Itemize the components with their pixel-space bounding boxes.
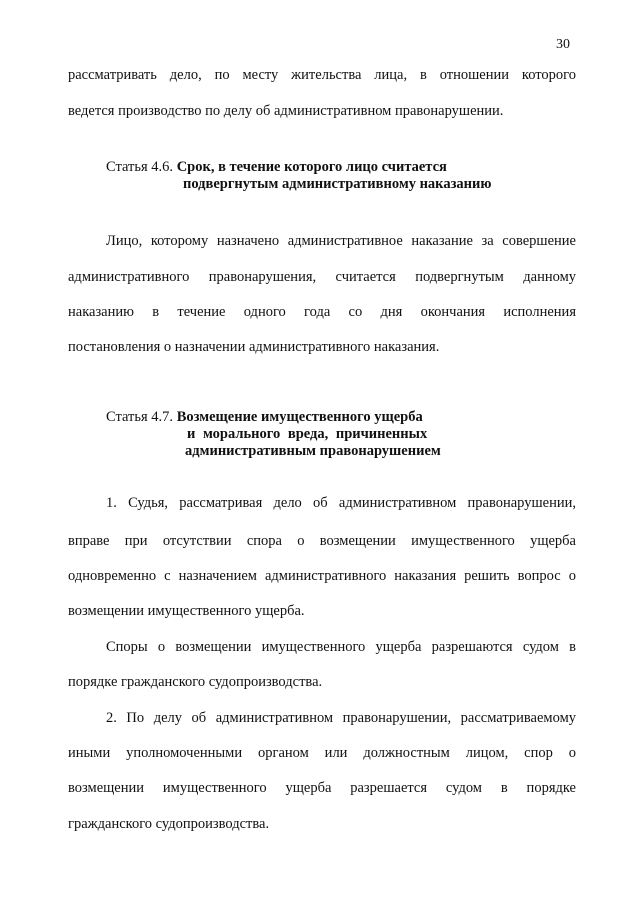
article-4-6-text-line-1: Лицо, которому назначено административное наказание за совершение: [106, 233, 576, 249]
article-4-7-title-line-3: административным правонарушением: [185, 443, 441, 459]
article-4-7-p3-line-4: гражданского судопроизводства.: [68, 816, 270, 832]
article-4-7-title-line-3-container: [185, 442, 441, 460]
page-number: 30: [556, 37, 570, 52]
article-4-6-text-line-4: постановления о назначении административного наказания.: [68, 339, 440, 355]
article-4-7-heading: [106, 408, 423, 426]
article-4-6-heading: [106, 158, 447, 176]
intro-line-2: ведется производство по делу об административном правонарушении.: [68, 103, 504, 119]
article-4-7-p1-line-4: возмещении имущественного ущерба.: [68, 603, 305, 619]
article-4-7-p3-line-3: возмещении имущественного ущерба разрешается судом в порядке: [68, 780, 576, 796]
article-4-6-prefix: Статья 4.6.: [106, 159, 174, 175]
article-4-7-p1-line-3: одновременно с назначением административного наказания решить вопрос о: [68, 568, 576, 584]
article-4-7-p2-line-1: Споры о возмещении имущественного ущерба разрешаются судом в: [106, 639, 576, 655]
article-4-7-prefix: Статья 4.7.: [106, 409, 174, 425]
article-4-7-p1-line-1: 1. Судья, рассматривая дело об административном правонарушении,: [106, 495, 576, 511]
article-4-6-text-line-2: административного правонарушения, считается подвергнутым данному: [68, 269, 576, 285]
article-4-6-title-line-2-container: [183, 175, 491, 193]
article-4-6-title-line-1: Срок, в течение которого лицо считается: [176, 159, 447, 175]
article-4-6-title-line-2: подвергнутым административному наказанию: [183, 176, 492, 192]
article-4-7-p3-line-1: 2. По делу об административном правонарушении, рассматриваемому: [106, 710, 576, 726]
article-4-7-p3-line-2: иными уполномоченными органом или должностным лицом, спор о: [68, 745, 576, 761]
article-4-7-p2-line-2: порядке гражданского судопроизводства.: [68, 674, 323, 690]
intro-line-1: рассматривать дело, по месту жительства лица, в отношении которого: [68, 67, 576, 83]
article-4-7-title-line-2-container: [187, 425, 427, 443]
article-4-7-p1-line-2: вправе при отсутствии спора о возмещении имущественного ущерба: [68, 533, 576, 549]
article-4-7-title-line-2: и морального вреда, причиненных: [187, 426, 428, 442]
article-4-7-title-line-1: Возмещение имущественного ущерба: [176, 409, 423, 425]
article-4-6-text-line-3: наказанию в течение одного года со дня окончания исполнения: [68, 304, 576, 320]
